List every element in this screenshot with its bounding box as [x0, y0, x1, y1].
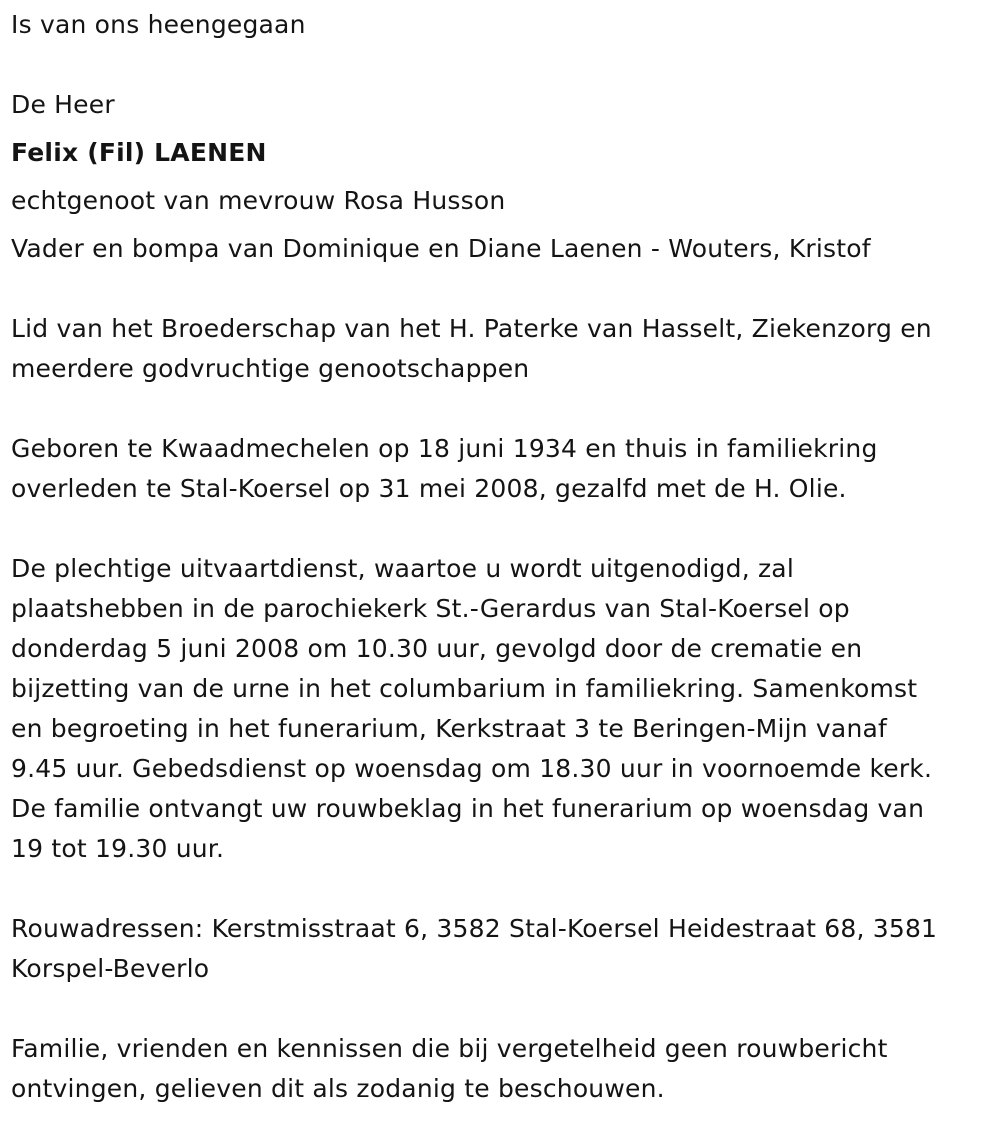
addresses-line-2: Korspel-Beverlo	[11, 954, 210, 983]
closing-line-2: ontvingen, gelieven dit als zodanig te beschouwen.	[11, 1074, 665, 1103]
membership-line-2: meerdere godvruchtige genootschappen	[11, 354, 530, 383]
birth-death-line-1: Geboren te Kwaadmechelen op 18 juni 1934 en thuis in familiekring	[11, 434, 878, 463]
funeral-line-1: De plechtige uitvaartdienst, waartoe u wordt uitgenodigd, zal	[11, 554, 794, 583]
funeral-line-2: plaatshebben in de parochiekerk St.-Gerardus van Stal-Koersel op	[11, 594, 850, 623]
funeral-line-3: donderdag 5 juni 2008 om 10.30 uur, gevolgd door de crematie en	[11, 634, 863, 663]
closing-line-1: Familie, vrienden en kennissen die bij vergetelheid geen rouwbericht	[11, 1034, 888, 1063]
family-line: Vader en bompa van Dominique en Diane Laenen - Wouters, Kristof	[11, 234, 871, 263]
funeral-line-8: 19 tot 19.30 uur.	[11, 834, 225, 863]
funeral-line-7: De familie ontvangt uw rouwbeklag in het funerarium op woensdag van	[11, 794, 925, 823]
spouse-line: echtgenoot van mevrouw Rosa Husson	[11, 186, 506, 215]
funeral-line-5: en begroeting in het funerarium, Kerkstraat 3 te Beringen-Mijn vanaf	[11, 714, 888, 743]
addresses-line-1: Rouwadressen: Kerstmisstraat 6, 3582 Stal-Koersel Heidestraat 68, 3581	[11, 914, 938, 943]
funeral-line-6: 9.45 uur. Gebedsdienst op woensdag om 18.30 uur in voornoemde kerk.	[11, 754, 933, 783]
intro-line: Is van ons heengegaan	[11, 10, 306, 39]
deceased-name: Felix (Fil) LAENEN	[11, 138, 267, 167]
salutation: De Heer	[11, 90, 115, 119]
birth-death-line-2: overleden te Stal-Koersel op 31 mei 2008, gezalfd met de H. Olie.	[11, 474, 847, 503]
membership-line-1: Lid van het Broederschap van het H. Paterke van Hasselt, Ziekenzorg en	[11, 314, 932, 343]
funeral-line-4: bijzetting van de urne in het columbarium in familiekring. Samenkomst	[11, 674, 918, 703]
